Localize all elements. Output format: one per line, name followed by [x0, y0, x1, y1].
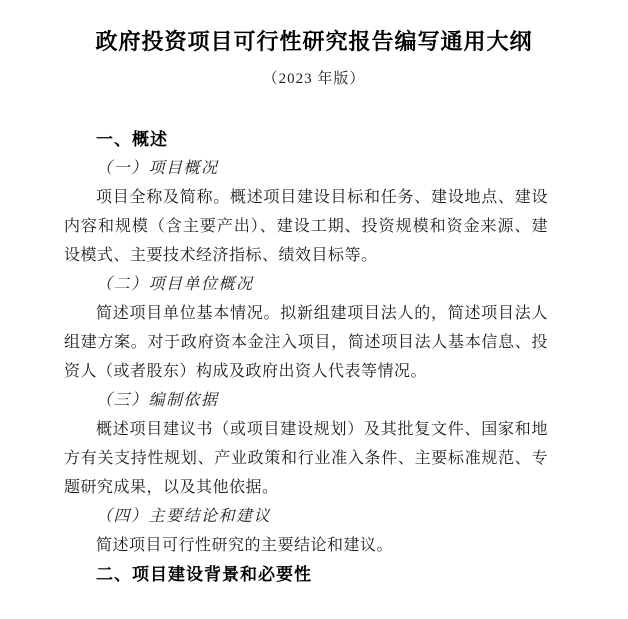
document-page [0, 27, 628, 619]
document-title: 政府投资项目可行性研究报告编写通用大纲 [95, 29, 533, 54]
document-subtitle: （2023 年版） [262, 71, 366, 87]
document-body [64, 125, 548, 589]
subsection-heading-1-4: （四）主要结论和建议 [96, 508, 272, 525]
subsection-heading-1-2: （二）项目单位概况 [96, 276, 254, 293]
subsection-heading-1-1: （一）项目概况 [96, 160, 219, 177]
document-header [0, 27, 628, 89]
paragraph-project-unit: 简述项目单位基本情况。拟新组建项目法人的，简述项目法人组建方案。对于政府资本金注入项目，简述项目法人基本信息、投资人（或者股东）构成及政府出资人代表等情况。 [64, 305, 548, 380]
paragraph-main-conclusions: 简述项目可行性研究的主要结论和建议。 [96, 537, 394, 554]
paragraph-project-overview: 项目全称及简称。概述项目建设目标和任务、建设地点、建设内容和规模（含主要产出）、建设工期、投资规模和资金来源、建设模式、主要技术经济指标、绩效目标等。 [64, 189, 548, 264]
paragraph-compilation-basis: 概述项目建议书（或项目建设规划）及其批复文件、国家和地方有关支持性规划、产业政策和行业准入条件、主要标准规范、专题研究成果，以及其他依据。 [64, 421, 548, 496]
chapter-heading-2: 二、项目建设背景和必要性 [96, 565, 312, 584]
chapter-heading-1: 一、概述 [96, 130, 168, 149]
subsection-heading-1-3: （三）编制依据 [96, 392, 219, 409]
